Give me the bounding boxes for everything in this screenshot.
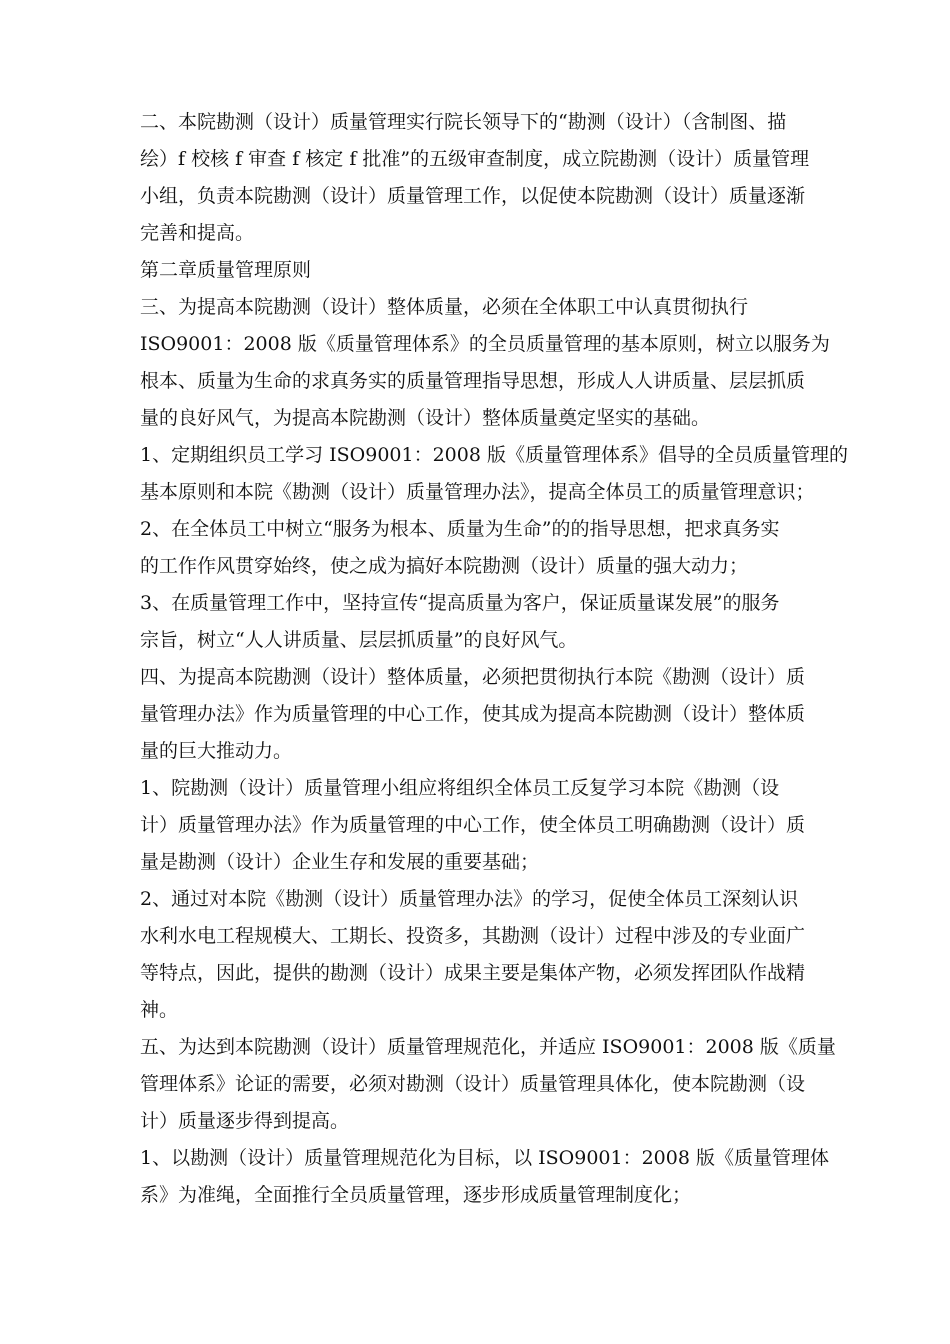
text-line: 2、通过对本院《勘测（设计）质量管理办法》的学习，促使全体员工深刻认识 xyxy=(140,888,799,910)
text-line: 完善和提高。 xyxy=(140,222,255,244)
paragraph-article-4-item-2 xyxy=(140,881,820,1029)
text-line: 3、在质量管理工作中，坚持宣传“提高质量为客户，保证质量谋发展”的服务 xyxy=(140,592,780,614)
text-line: 2、在全体员工中树立“服务为根本、质量为生命”的的指导思想，把求真务实 xyxy=(140,518,780,540)
paragraph-article-5-item-1 xyxy=(140,1140,829,1214)
paragraph-article-3-item-2 xyxy=(140,511,820,585)
text-line: 根本、质量为生命的求真务实的质量管理指导思想，形成人人讲质量、层层抓质 xyxy=(140,370,806,392)
text-line: 管理体系》论证的需要，必须对勘测（设计）质量管理具体化，使本院勘测（设 xyxy=(140,1073,806,1095)
text-line: 系》为准绳，全面推行全员质量管理，逐步形成质量管理制度化； xyxy=(140,1184,692,1206)
document-body xyxy=(140,104,848,1214)
text-line: 小组，负责本院勘测（设计）质量管理工作，以促使本院勘测（设计）质量逐渐 xyxy=(140,185,806,207)
paragraph-article-2 xyxy=(140,104,820,252)
text-line: 1、定期组织员工学习 ISO9001：2008 版《质量管理体系》倡导的全员质量管理的 xyxy=(140,444,848,466)
text-line: 三、为提高本院勘测（设计）整体质量，必须在全体职工中认真贯彻执行 xyxy=(140,296,749,318)
text-line: 宗旨，树立“人人讲质量、层层抓质量”的良好风气。 xyxy=(140,629,578,651)
text-line: 计）质量管理办法》作为质量管理的中心工作，使全体员工明确勘测（设计）质 xyxy=(140,814,806,836)
paragraph-chapter-2-heading xyxy=(140,252,820,289)
text-line: 二、本院勘测（设计）质量管理实行院长领导下的“勘测（设计）（含制图、描 xyxy=(140,111,787,133)
text-line: ISO9001：2008 版《质量管理体系》的全员质量管理的基本原则，树立以服务为 xyxy=(140,333,830,355)
paragraph-article-3 xyxy=(140,289,830,437)
text-line: 四、为提高本院勘测（设计）整体质量，必须把贯彻执行本院《勘测（设计）质 xyxy=(140,666,806,688)
text-line: 1、以勘测（设计）质量管理规范化为目标，以 ISO9001：2008 版《质量管理体 xyxy=(140,1147,829,1169)
text-line: 量是勘测（设计）企业生存和发展的重要基础； xyxy=(140,851,540,873)
text-line: 绘）f 校核 f 审查 f 核定 f 批准”的五级审查制度，成立院勘测（设计）质量管理 xyxy=(140,148,810,170)
paragraph-article-4-item-1 xyxy=(140,770,820,881)
text-line: 等特点，因此，提供的勘测（设计）成果主要是集体产物，必须发挥团队作战精 xyxy=(140,962,806,984)
text-line: 水利水电工程规模大、工期长、投资多，其勘测（设计）过程中涉及的专业面广 xyxy=(140,925,806,947)
paragraph-article-4 xyxy=(140,659,820,770)
text-line: 第二章质量管理原则 xyxy=(140,259,312,281)
paragraph-article-3-item-1 xyxy=(140,437,848,511)
text-line: 的工作作风贯穿始终，使之成为搞好本院勘测（设计）质量的强大动力； xyxy=(140,555,749,577)
paragraph-article-3-item-3 xyxy=(140,585,820,659)
text-line: 量管理办法》作为质量管理的中心工作，使其成为提高本院勘测（设计）整体质 xyxy=(140,703,806,725)
paragraph-article-5 xyxy=(140,1029,836,1140)
text-line: 量的良好风气，为提高本院勘测（设计）整体质量奠定坚实的基础。 xyxy=(140,407,711,429)
text-line: 1、院勘测（设计）质量管理小组应将组织全体员工反复学习本院《勘测（设 xyxy=(140,777,780,799)
text-line: 计）质量逐步得到提高。 xyxy=(140,1110,350,1132)
text-line: 神。 xyxy=(140,999,179,1021)
text-line: 量的巨大推动力。 xyxy=(140,740,293,762)
text-line: 基本原则和本院《勘测（设计）质量管理办法》，提高全体员工的质量管理意识； xyxy=(140,481,815,503)
text-line: 五、为达到本院勘测（设计）质量管理规范化，并适应 ISO9001：2008 版《质量 xyxy=(140,1036,836,1058)
